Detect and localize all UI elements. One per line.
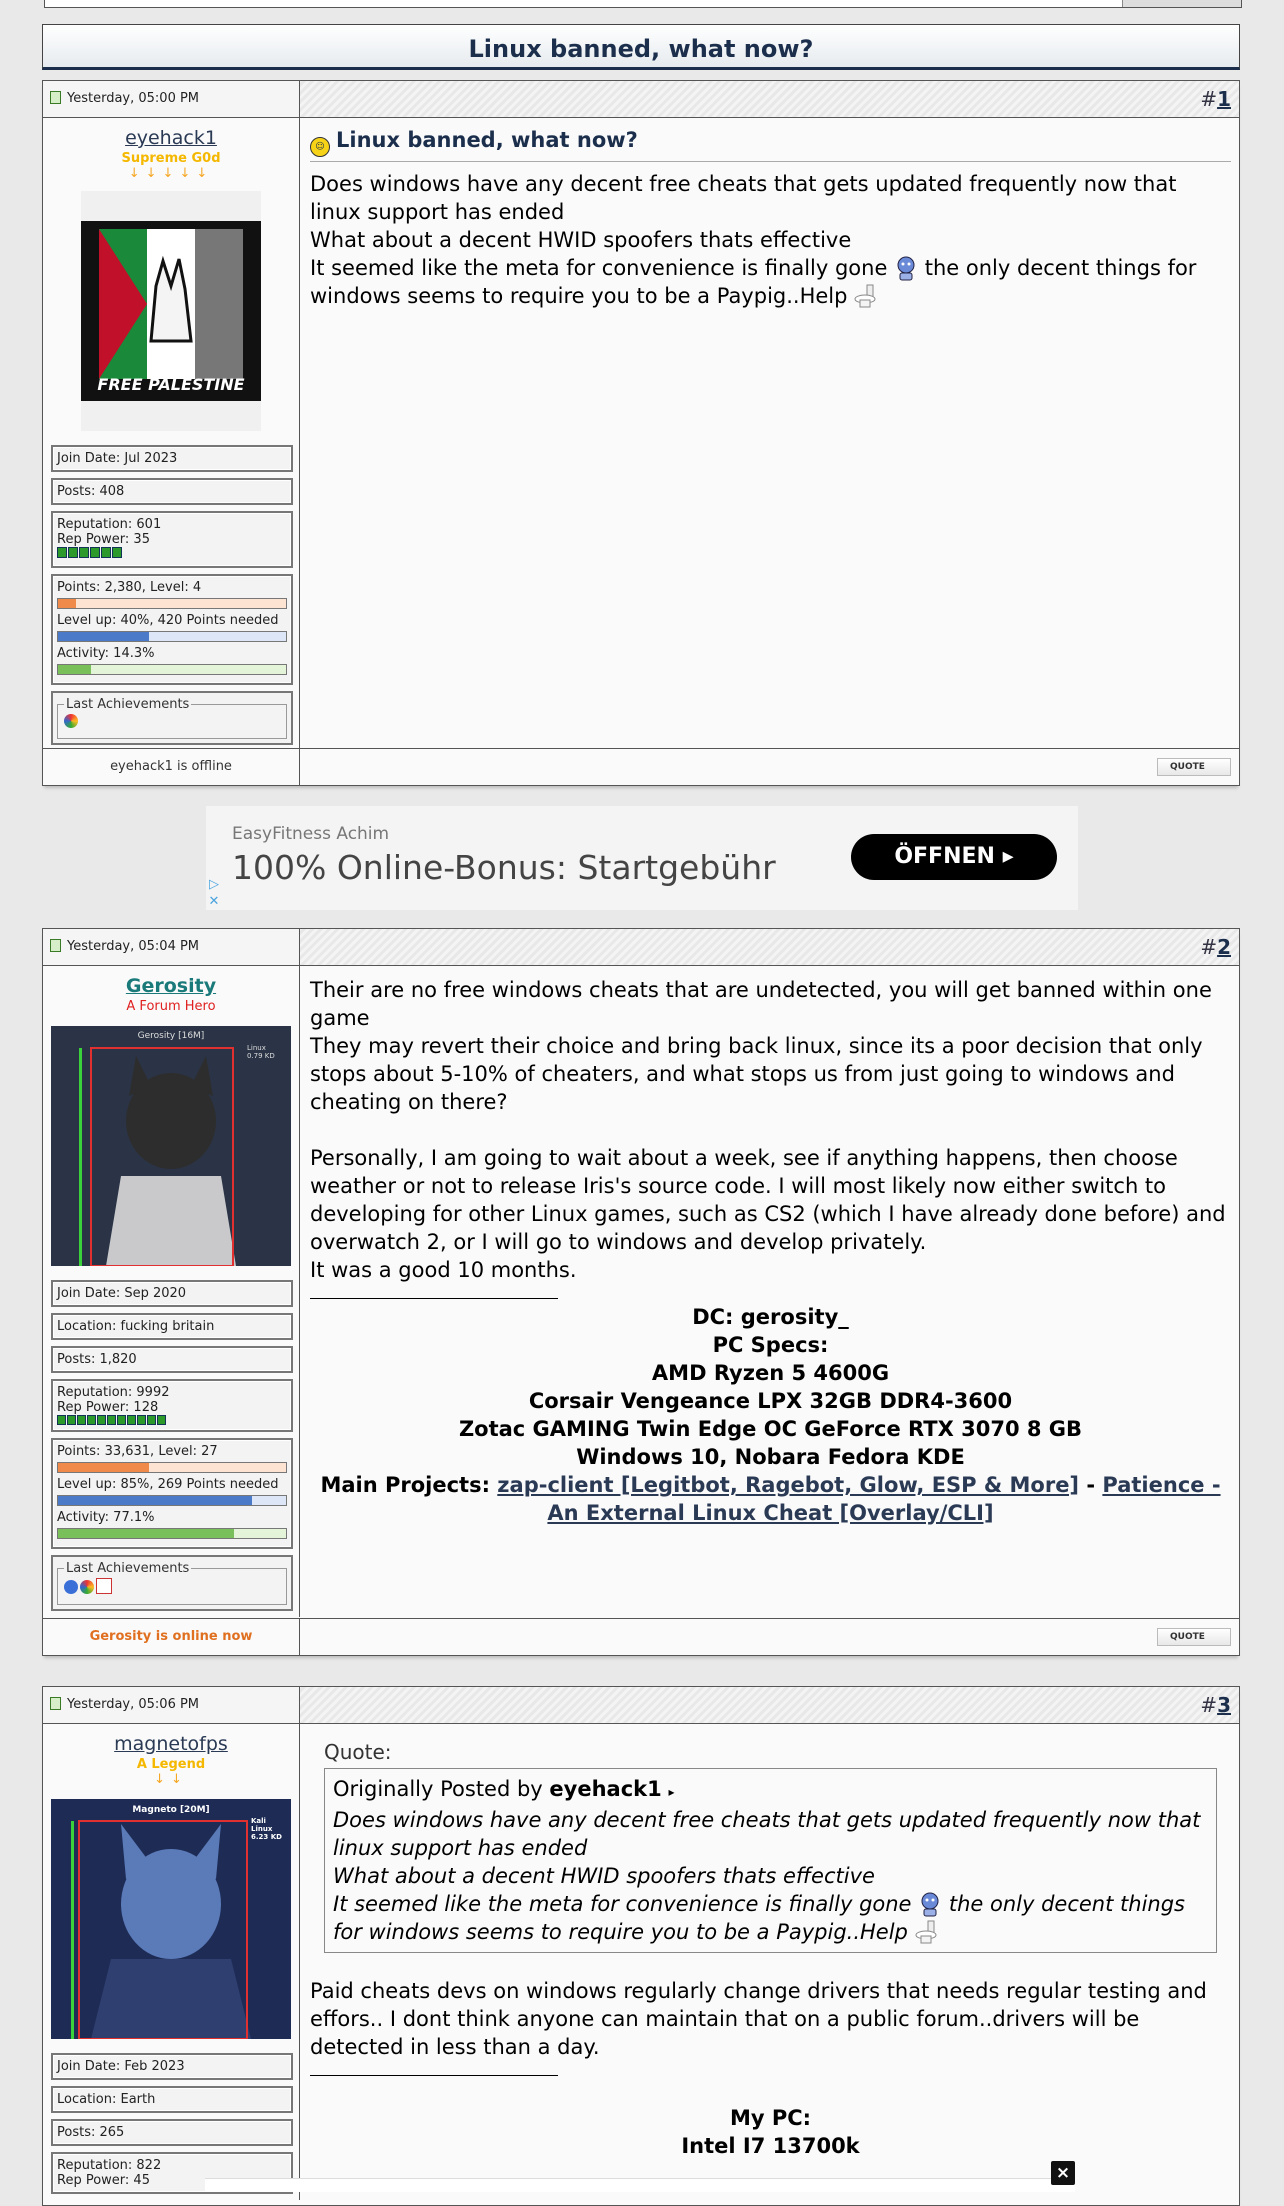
post-footer <box>43 748 1239 785</box>
user-info <box>43 118 300 751</box>
post-number: #1 <box>1200 87 1231 111</box>
achievements: Last Achievements <box>51 691 293 745</box>
points-bar <box>57 1462 287 1473</box>
post-body: Paid cheats devs on windows regularly change drivers that needs regular testing and effors.. I dont think anyone can maintain that on a public forum..drivers will be detected in less than a day. <box>310 1979 1207 2059</box>
avatar <box>81 191 261 431</box>
quote-button[interactable]: QUOTE <box>1157 1628 1231 1646</box>
levelup: Level up: 40%, 420 Points needed <box>57 613 279 628</box>
view-post-icon[interactable]: ▸ <box>668 1785 675 1799</box>
project-link-patience[interactable]: Patience - An External Linux Cheat [Overlay/CLI] <box>547 1473 1221 1525</box>
post-permalink[interactable]: 2 <box>1217 935 1231 959</box>
post-date: Yesterday, 05:06 PM <box>43 1687 300 1723</box>
blue-smiley-icon <box>894 255 918 281</box>
close-ad-icon[interactable]: × <box>1051 2161 1075 2185</box>
signature-divider <box>310 2075 558 2076</box>
avatar-caption: Gerosity [16M] <box>137 1031 205 1041</box>
join-date: Join Date: Feb 2023 <box>51 2053 293 2080</box>
username-link[interactable]: Gerosity <box>125 975 217 997</box>
post-permalink[interactable]: 1 <box>1217 87 1231 111</box>
post-content <box>300 118 1239 310</box>
join-date: Join Date: Jul 2023 <box>51 445 293 472</box>
post-icon <box>50 1697 61 1710</box>
post-body: Their are no free windows cheats that are undetected, you will get banned within one game They may revert their choice and bring back linux, since its a poor decision that only stops about 5-10% of cheaters, and what stops us from just going to windows and cheating on there? Personally, I am going to wait about a week, see if anything happens, then choose weather or not to release Iris's source code. I will most likely now either switch to developing for other Linux games, such as CS2 (which I have already done before) and overwatch 2, or I will go to windows and develop privately. It was a good 10 months. <box>310 978 1226 1282</box>
rank-stars: ↓↓ <box>154 1772 188 1787</box>
post-footer <box>43 1618 1239 1655</box>
post-body: Does windows have any decent free cheats that gets updated frequently now that linux support has ended What about a decent HWID spoofers thats effective It seemed like the meta for convenience is finally gone the only decent things for windows seems to require you to be a Paypig..Help <box>310 172 1197 308</box>
levelup: Level up: 85%, 269 Points needed <box>57 1477 279 1492</box>
post-count: Posts: 265 <box>51 2119 293 2146</box>
post-header <box>43 1687 1239 1724</box>
post-date: Yesterday, 05:04 PM <box>43 929 300 965</box>
activity-bar <box>57 1528 287 1539</box>
user-title: A Legend <box>136 1757 206 1772</box>
adchoices-icon[interactable]: ▷ ✕ <box>208 877 220 909</box>
levelup-bar <box>57 1495 287 1506</box>
advertisement[interactable] <box>206 806 1078 910</box>
post-title: ☺ Linux banned, what now? <box>310 128 1231 162</box>
ad-brand: EasyFitness Achim <box>232 824 390 844</box>
quote-content: Originally Posted by eyehack1 ▸ Does windows have any decent free cheats that gets updated frequently now that linux support has ended What about a decent HWID spoofers thats effective It seemed like the meta for convenience is finally gone the only decent things for windows seems to require you to be a Paypig..Help <box>324 1768 1217 1953</box>
avatar-caption: Magneto [20M] <box>132 1805 210 1815</box>
ad-headline: 100% Online-Bonus: Startgebühr <box>232 848 776 887</box>
post-number: #3 <box>1200 1693 1231 1717</box>
top-button[interactable] <box>1122 0 1241 7</box>
achievements: Last Achievements <box>51 1555 293 1611</box>
post-count: Posts: 408 <box>51 478 293 505</box>
avatar <box>51 1026 291 1266</box>
signature: My PC: Intel I7 13700k <box>681 2106 860 2158</box>
location: Location: Earth <box>51 2086 293 2113</box>
points: Points: 33,631, Level: 27 <box>57 1444 218 1459</box>
user-status: eyehack1 is offline <box>43 749 300 785</box>
quote-label: Quote: <box>324 1740 392 1764</box>
rep-power: Rep Power: 128 <box>57 1400 159 1415</box>
avatar-sub: Linux 0.79 KD <box>247 1044 275 1060</box>
rep-pips <box>57 547 287 562</box>
post-number: #2 <box>1200 935 1231 959</box>
activity: Activity: 77.1% <box>57 1510 155 1525</box>
reputation-box <box>51 1379 293 1432</box>
post-header <box>43 929 1239 966</box>
activity: Activity: 14.3% <box>57 646 155 661</box>
signature-divider <box>310 1298 558 1299</box>
points-box <box>51 1438 293 1549</box>
achievement-icon[interactable] <box>64 714 78 728</box>
rep-power: Rep Power: 45 <box>57 2173 150 2188</box>
top-search-bar <box>44 0 1242 8</box>
location: Location: fucking britain <box>51 1313 293 1340</box>
avatar-caption: FREE PALESTINE <box>97 375 245 394</box>
blue-smiley-icon <box>918 1891 942 1917</box>
post-content <box>300 966 1239 1527</box>
achievement-icon[interactable] <box>64 1580 78 1594</box>
calendar-icon[interactable] <box>96 1578 112 1594</box>
activity-bar <box>57 664 287 675</box>
rep-power: Rep Power: 35 <box>57 532 150 547</box>
reputation-box <box>51 511 293 568</box>
thread-title: Linux banned, what now? <box>42 24 1240 70</box>
post-2 <box>42 928 1240 1656</box>
avatar <box>51 1799 291 2039</box>
join-date: Join Date: Sep 2020 <box>51 1280 293 1307</box>
user-title: Supreme G0d <box>121 151 221 166</box>
points-box <box>51 574 293 685</box>
ad-open-button[interactable]: ÖFFNEN ▸ <box>851 834 1057 880</box>
achievement-icon[interactable] <box>80 1580 94 1594</box>
points-bar <box>57 598 287 609</box>
user-title: A Forum Hero <box>126 999 216 1014</box>
avatar-sub: Kali Linux 6.23 KD <box>251 1817 282 1841</box>
post-date: Yesterday, 05:00 PM <box>43 81 300 117</box>
quote-block <box>324 1740 1217 1953</box>
post-content <box>300 1724 1239 2160</box>
signature: DC: gerosity_ PC Specs: AMD Ryzen 5 4600G Corsair Vengeance LPX 32GB DDR4-3600 Zotac GAMING Twin Edge OC GeForce RTX 3070 8 GB Windows 10, Nobara Fedora KDE Main Projects: zap-client [Legitbot, Ragebot, Glow, ESP & More] - Patience - An External Linux Cheat [Overlay/CLI] <box>320 1305 1221 1525</box>
rep-pips <box>57 1415 287 1426</box>
cool-smiley-icon: ☺ <box>310 137 330 157</box>
username-link[interactable]: eyehack1 <box>125 127 217 149</box>
toilet-icon <box>915 1919 939 1945</box>
post-permalink[interactable]: 3 <box>1217 1693 1231 1717</box>
reputation: Reputation: 9992 <box>57 1385 170 1400</box>
reputation: Reputation: 822 <box>57 2158 162 2173</box>
post-count: Posts: 1,820 <box>51 1346 293 1373</box>
points: Points: 2,380, Level: 4 <box>57 580 202 595</box>
toilet-icon <box>854 283 878 309</box>
post-icon <box>50 91 61 104</box>
reputation: Reputation: 601 <box>57 517 162 532</box>
user-info <box>43 966 300 1617</box>
project-link-zap-client[interactable]: zap-client [Legitbot, Ragebot, Glow, ESP & More] <box>497 1473 1080 1497</box>
user-status: Gerosity is online now <box>43 1619 300 1655</box>
play-icon: ▸ <box>1002 844 1014 869</box>
post-3 <box>42 1686 1240 2206</box>
quote-button[interactable]: QUOTE <box>1157 758 1231 776</box>
post-1 <box>42 80 1240 786</box>
post-icon <box>50 939 61 952</box>
bottom-ad-banner[interactable] <box>205 2178 1075 2192</box>
quote-author: eyehack1 <box>549 1777 662 1801</box>
post-header <box>43 81 1239 118</box>
levelup-bar <box>57 631 287 642</box>
user-info <box>43 1724 300 2200</box>
username-link[interactable]: magnetofps <box>114 1733 228 1755</box>
rank-stars: ↓↓↓↓↓ <box>128 166 214 181</box>
